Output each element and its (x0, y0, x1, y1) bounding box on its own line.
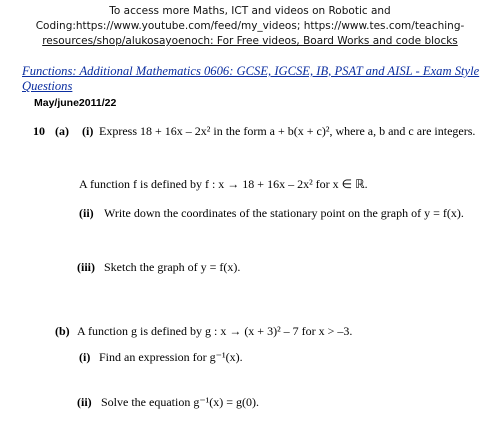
worksheet-title-link[interactable] (22, 64, 492, 94)
exam-session-label: May/june2011/22 (34, 97, 117, 109)
part-a-i-label: (i) (82, 124, 94, 138)
part-a-i-text: Express 18 + 16x – 2x² in the form a + b(x + c)², where a, b and c are integers. (99, 124, 476, 138)
title-line-1[interactable]: Functions: Additional Mathematics 0606: GCSE, IGCSE, IB, PSAT and AISL - Exam Style (22, 64, 480, 78)
part-a-ii-label: (ii) (79, 206, 94, 220)
header-line-2[interactable]: Coding:https://www.youtube.com/feed/my_videos; https://www.tes.com/teaching- (35, 20, 465, 32)
part-a-iii-label: (iii) (77, 260, 95, 274)
part-b-label: (b) (55, 324, 70, 338)
part-b-ii-label: (ii) (77, 395, 92, 409)
part-b-i-text: Find an expression for g⁻¹(x). (99, 350, 243, 364)
question-number: 10 (33, 124, 45, 138)
header-line-3[interactable]: resources/shop/alukosayoenoch: For Free videos, Board Works and code blocks (42, 35, 458, 47)
channel-promo-header (0, 4, 500, 49)
function-g-definition: A function g is defined by g : x → (x + 3)² – 7 for x > –3. (77, 324, 353, 338)
part-b-i-label: (i) (79, 350, 91, 364)
part-a-iii-text: Sketch the graph of y = f(x). (104, 260, 241, 274)
part-b-ii-text: Solve the equation g⁻¹(x) = g(0). (101, 395, 259, 409)
header-line-1: To access more Maths, ICT and videos on Robotic and (109, 5, 391, 17)
part-a-ii-text: Write down the coordinates of the stationary point on the graph of y = f(x). (104, 206, 464, 220)
part-a-label: (a) (55, 124, 69, 138)
function-f-definition: A function f is defined by f : x → 18 + 16x – 2x² for x ∈ ℝ. (79, 177, 368, 191)
title-line-2[interactable]: Questions (22, 79, 73, 93)
